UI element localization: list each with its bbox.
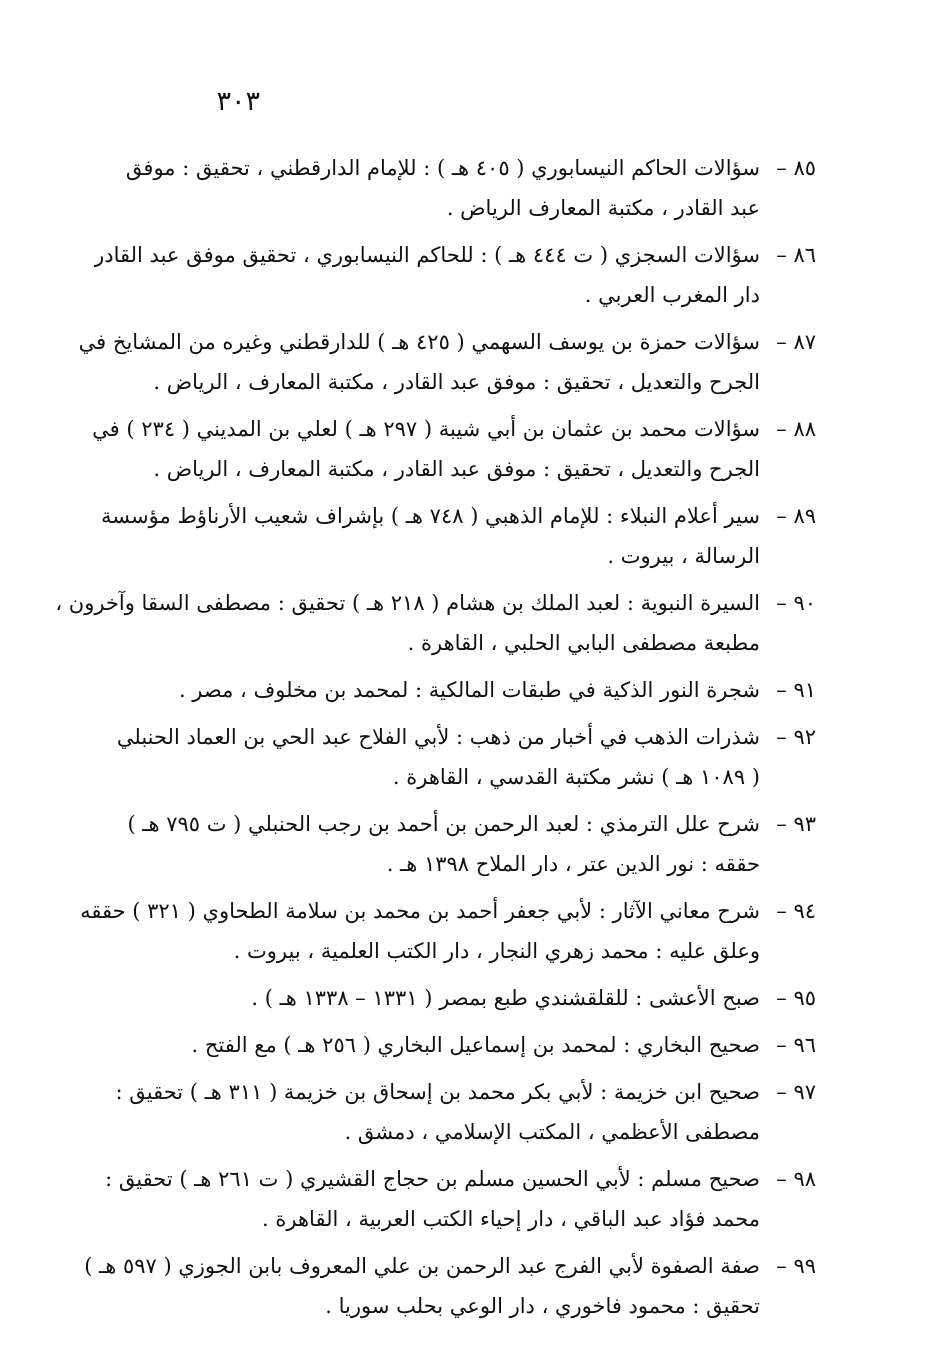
bibliography-entry (94, 235, 816, 315)
entry-number: ٨٩ – (776, 504, 816, 528)
entry-text (105, 1159, 760, 1239)
bibliography-entry (152, 1025, 816, 1065)
entry-number: ٩٦ – (776, 1033, 816, 1057)
entry-text (92, 409, 760, 489)
bibliography-entry (152, 978, 816, 1018)
entry-number: ٩٤ – (776, 899, 816, 923)
entry-number: ٨٧ – (776, 330, 816, 354)
entry-text (80, 891, 760, 971)
entry-number: ٨٨ – (776, 417, 816, 441)
bibliography-entry (78, 322, 816, 402)
entry-line: عبد القادر ، مكتبة المعارف الرياض . (446, 196, 760, 220)
entry-text (79, 322, 760, 402)
entry-text (84, 1246, 760, 1326)
entry-number: ٩٧ – (776, 1080, 816, 1104)
bibliography-entry (84, 1246, 816, 1326)
bibliography-entry (152, 670, 816, 710)
bibliography-entry (92, 409, 816, 489)
entry-line: سؤالات محمد بن عثمان بن أبي شيبة ( ٢٩٧ هـ ) لعلي بن المديني ( ٢٣٤ ) في (92, 417, 760, 441)
entry-number: ٩٩ – (776, 1254, 816, 1278)
entry-text (152, 1025, 760, 1065)
entry-text (152, 978, 760, 1018)
entry-text (55, 583, 760, 663)
entry-line: محمد فؤاد عبد الباقي ، دار إحياء الكتب العربية ، القاهرة . (262, 1207, 760, 1231)
entry-number: ٩٣ – (776, 812, 816, 836)
entry-line: صبح الأعشى : للقلقشندي طبع بمصر ( ١٣٣١ – ١٣٣٨ هـ ) . (251, 986, 760, 1010)
entry-text (126, 148, 760, 228)
entry-line: شرح علل الترمذي : لعبد الرحمن بن أحمد بن رجب الحنبلي ( ت ٧٩٥ هـ ) (127, 812, 760, 836)
entry-text (94, 235, 760, 315)
entry-number: ٩٠ – (776, 591, 816, 615)
page-number: ٣٠٣ (216, 86, 260, 117)
entry-number: ٩٥ – (776, 986, 816, 1010)
entry-number: ٨٥ – (776, 156, 816, 180)
bibliography-list (55, 148, 816, 1333)
entry-line: الرسالة ، بيروت . (607, 544, 760, 568)
entry-line: السيرة النبوية : لعبد الملك بن هشام ( ٢١٨ هـ ) تحقيق : مصطفى السقا وآخرون ، (55, 591, 760, 615)
entry-line: صحيح البخاري : لمحمد بن إسماعيل البخاري ( ٢٥٦ هـ ) مع الفتح . (191, 1033, 760, 1057)
entry-line: حققه : نور الدين عتر ، دار الملاح ١٣٩٨ هـ . (386, 852, 760, 876)
entry-line: تحقيق : محمود فاخوري ، دار الوعي بحلب سوريا . (325, 1294, 760, 1318)
entry-number: ٩٢ – (776, 725, 816, 749)
entry-number: ٩١ – (776, 678, 816, 702)
bibliography-entry (125, 148, 816, 228)
entry-line: وعلق عليه : محمد زهري النجار ، دار الكتب العلمية ، بيروت . (233, 939, 760, 963)
entry-line: صفة الصفوة لأبي الفرج عبد الرحمن بن علي المعروف بابن الجوزي ( ٥٩٧ هـ ) (84, 1254, 760, 1278)
entry-text (127, 804, 760, 884)
entry-line: سؤالات السجزي ( ت ٤٤٤ هـ ) : للحاكم النيسابوري ، تحقيق موفق عبد القادر (94, 243, 760, 267)
entry-line: سير أعلام النبلاء : للإمام الذهبي ( ٧٤٨ هـ ) بإشراف شعيب الأرناؤط مؤسسة (101, 504, 760, 528)
bibliography-entry (105, 1159, 816, 1239)
entry-text (101, 496, 760, 576)
entry-line: دار المغرب العربي . (584, 283, 760, 307)
bibliography-entry (115, 1072, 816, 1152)
entry-line: الجرح والتعديل ، تحقيق : موفق عبد القادر ، مكتبة المعارف ، الرياض . (153, 370, 760, 394)
entry-text (152, 670, 760, 710)
entry-line: صحيح مسلم : لأبي الحسين مسلم بن حجاج القشيري ( ت ٢٦١ هـ ) تحقيق : (105, 1167, 760, 1191)
entry-number: ٩٨ – (776, 1167, 816, 1191)
entry-line: شجرة النور الذكية في طبقات المالكية : لمحمد بن مخلوف ، مصر . (178, 678, 760, 702)
entry-line: صحيح ابن خزيمة : لأبي بكر محمد بن إسحاق بن خزيمة ( ٣١١ هـ ) تحقيق : (115, 1080, 760, 1104)
entry-line: مطبعة مصطفى البابي الحلبي ، القاهرة . (407, 631, 760, 655)
bibliography-entry (80, 891, 816, 971)
entry-line: شذرات الذهب في أخبار من ذهب : لأبي الفلاح عبد الحي بن العماد الحنبلي (116, 725, 760, 749)
entry-line: سؤالات حمزة بن يوسف السهمي ( ٤٢٥ هـ ) للدارقطني وغيره من المشايخ في (78, 330, 760, 354)
entry-text (117, 717, 760, 797)
entry-line: ( ١٠٨٩ هـ ) نشر مكتبة القدسي ، القاهرة . (392, 765, 760, 789)
entry-text (115, 1072, 760, 1152)
entry-line: الجرح والتعديل ، تحقيق : موفق عبد القادر ، مكتبة المعارف ، الرياض . (153, 457, 760, 481)
entry-number: ٨٦ – (776, 243, 816, 267)
bibliography-entry (116, 717, 816, 797)
entry-line: مصطفى الأعظمي ، المكتب الإسلامي ، دمشق . (344, 1120, 760, 1144)
bibliography-entry (127, 804, 816, 884)
entry-line: سؤالات الحاكم النيسابوري ( ٤٠٥ هـ ) : للإمام الدارقطني ، تحقيق : موفق (125, 156, 760, 180)
bibliography-entry (101, 496, 816, 576)
bibliography-entry (55, 583, 816, 663)
entry-line: شرح معاني الآثار : لأبي جعفر أحمد بن محمد بن سلامة الطحاوي ( ٣٢١ ) حققه (80, 899, 760, 923)
